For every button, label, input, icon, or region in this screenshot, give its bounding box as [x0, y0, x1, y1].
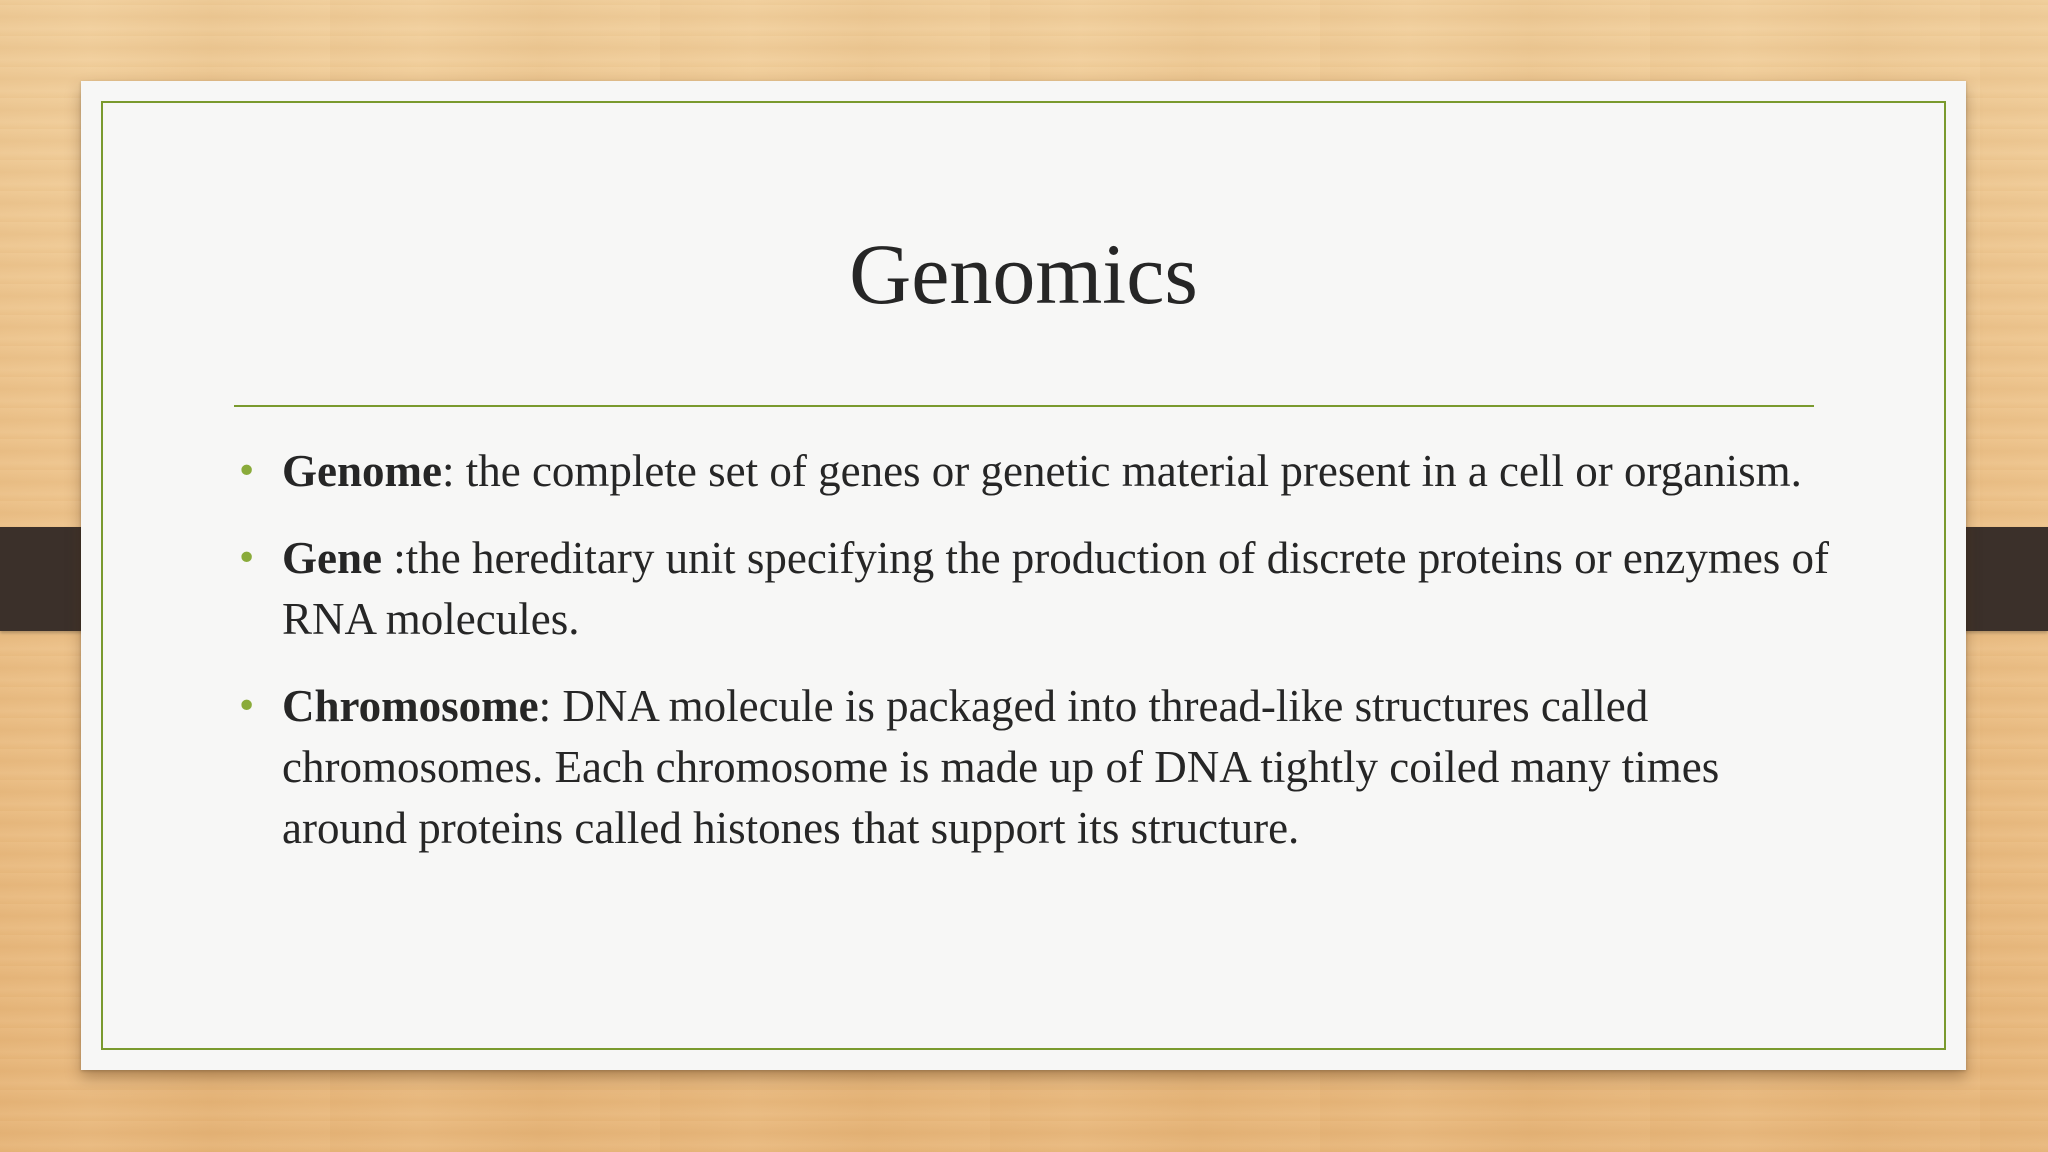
bullet-text: : the complete set of genes or genetic material present in a cell or organism. [441, 446, 1802, 496]
bullet-item-chromosome [234, 676, 1854, 859]
slide [81, 81, 1966, 1070]
bullet-text: : DNA molecule is packaged into thread-like structures called chromosomes. Each chromosome is made up of DNA tightly coiled many times around proteins called histones that support its structure. [282, 681, 1720, 853]
slide-title: Genomics [849, 226, 1198, 322]
bullet-dot-icon: • [236, 451, 258, 492]
bullet-text: :the hereditary unit specifying the production of discrete proteins or enzymes of RNA molecules. [282, 533, 1830, 644]
bullet-term: Gene [282, 533, 382, 583]
bullet-dot-icon: • [236, 538, 258, 579]
title-divider [234, 405, 1814, 407]
bullet-term: Genome [282, 446, 442, 496]
bullet-list [234, 441, 1854, 885]
bullet-term: Chromosome [282, 681, 539, 731]
bullet-item-genome [234, 441, 1854, 502]
bullet-item-gene [234, 528, 1854, 650]
bullet-dot-icon: • [236, 686, 258, 727]
